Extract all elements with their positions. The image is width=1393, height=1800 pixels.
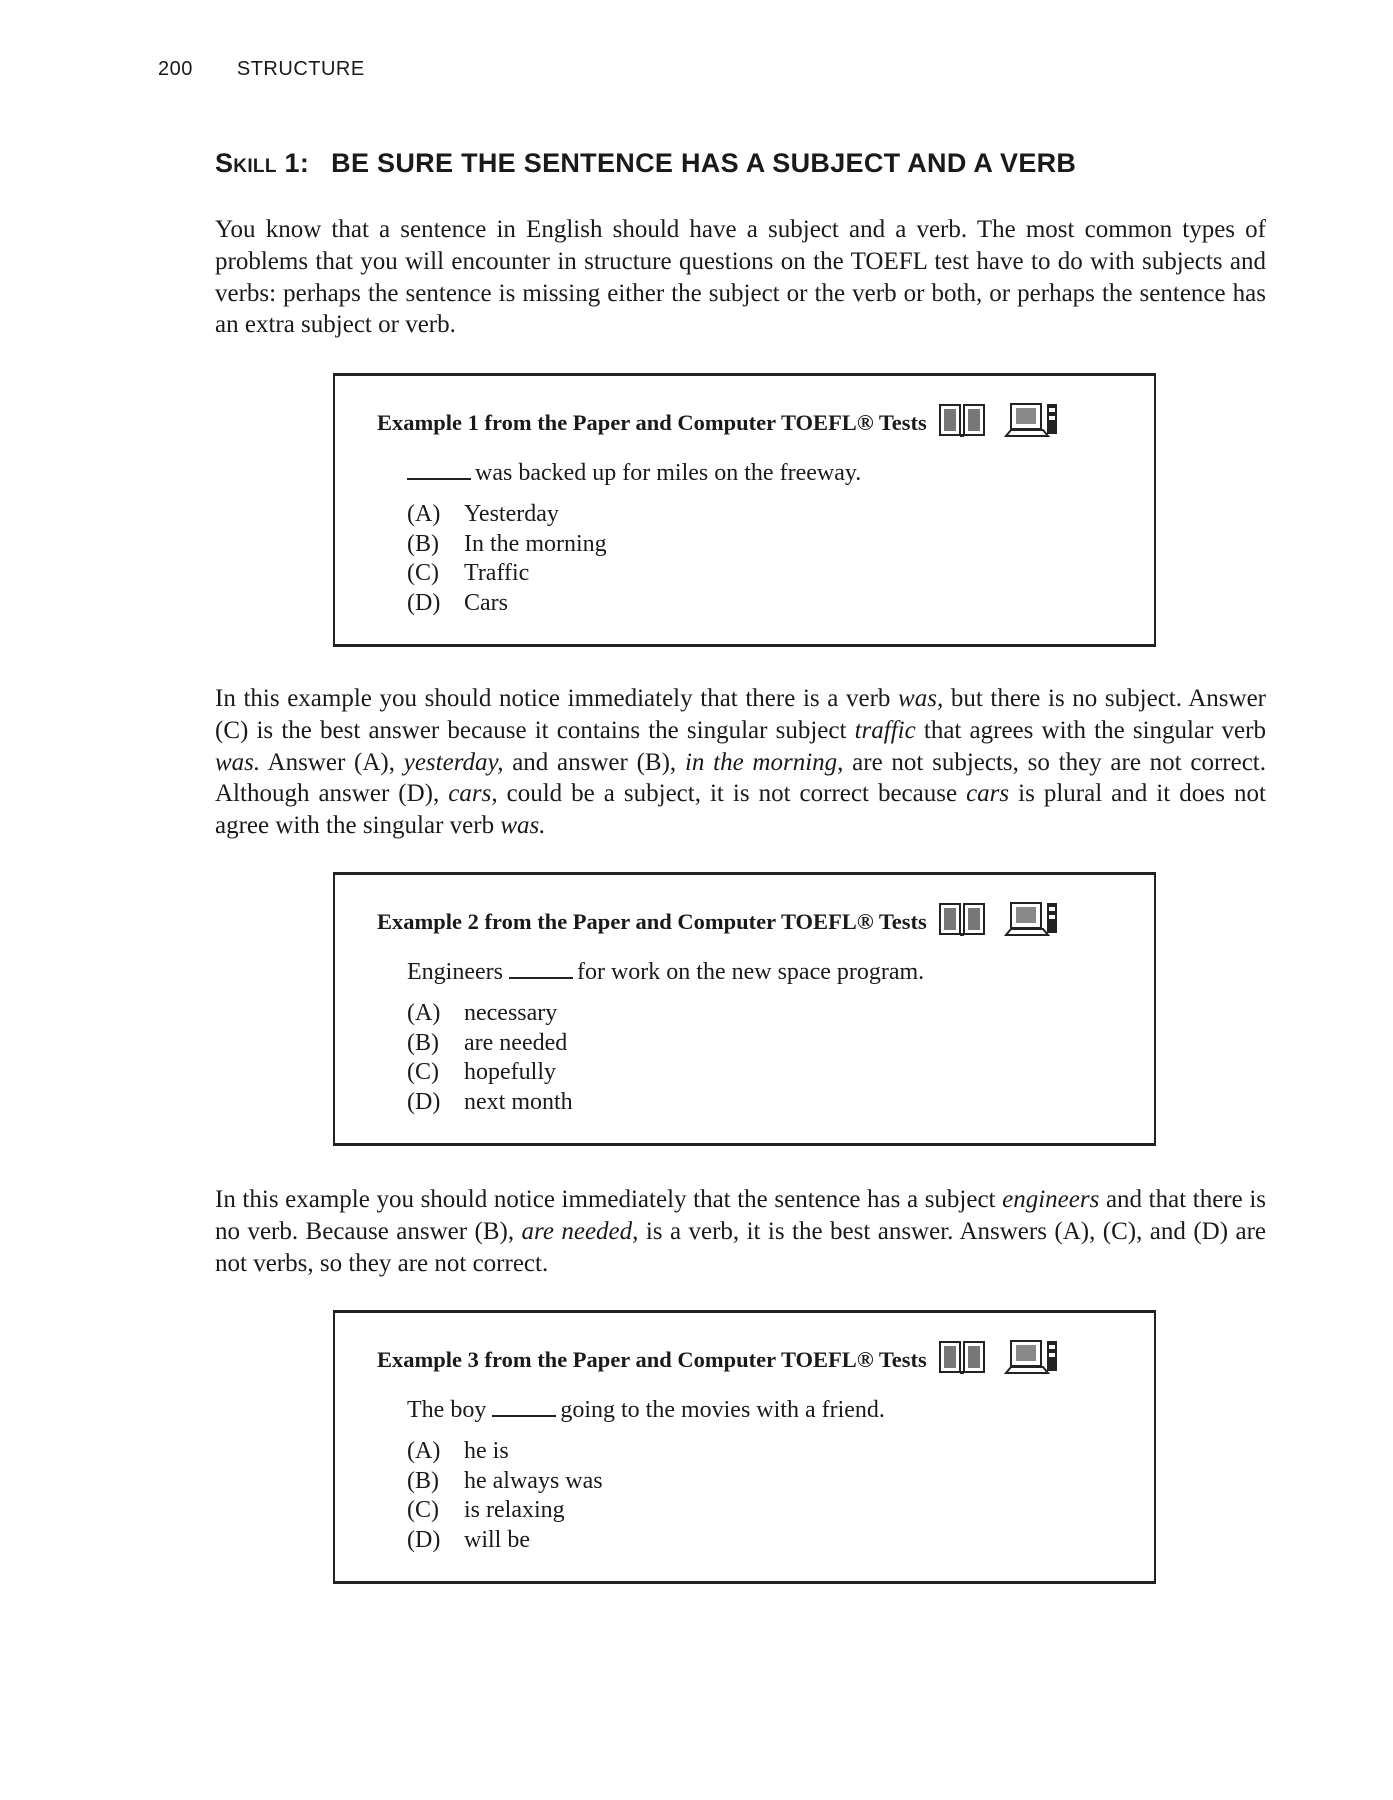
- skill-title: BE SURE THE SENTENCE HAS A SUBJECT AND A VERB: [331, 148, 1077, 178]
- page-number: 200: [158, 58, 193, 80]
- example-title: Example 2 from the Paper and Computer TOEFL® Tests: [377, 901, 1059, 943]
- options-list: [407, 999, 573, 1117]
- option-item: (D) Cars: [407, 589, 508, 616]
- example-box-2: [333, 872, 1156, 1146]
- book-icon: [939, 402, 985, 444]
- computer-icon: [1003, 901, 1059, 943]
- option-item: (A) Yesterday: [407, 501, 559, 527]
- example-title: Example 3 from the Paper and Computer TOEFL® Tests: [377, 1339, 1059, 1381]
- answer-blank: [509, 977, 573, 979]
- question-stem: Engineers for work on the new space program.: [407, 959, 925, 985]
- option-item: (A) necessary: [407, 1000, 558, 1026]
- example-title: Example 1 from the Paper and Computer TOEFL® Tests: [377, 402, 1059, 444]
- option-item: (B) are needed: [407, 1029, 568, 1056]
- skill-heading: [215, 148, 1076, 179]
- option-item: (B) In the morning: [407, 530, 607, 557]
- skill-label: Skill 1:: [215, 148, 310, 178]
- option-item: (D) next month: [407, 1088, 573, 1115]
- computer-icon: [1003, 402, 1059, 444]
- explanation-1: In this example you should notice immediately that there is a verb was, but there is no subject. Answer (C) is the best answer because it contains the singular subject traffic that agrees with the singular verb was. Answer (A), yesterday, and answer (B), in the morning, are not subjects, so they are not correct. Although answer (D), cars, could be a subject, it is not correct because cars is plural and it does not agree with the singular verb was.: [215, 685, 1267, 840]
- book-icon: [939, 1339, 985, 1381]
- question-stem: was backed up for miles on the freeway.: [407, 460, 861, 487]
- option-item: (C) Traffic: [407, 560, 530, 587]
- computer-icon: [1003, 1339, 1059, 1381]
- option-item: (C) hopefully: [407, 1059, 556, 1086]
- book-icon: [939, 901, 985, 943]
- options-list: [407, 500, 607, 618]
- option-item: (A) he is: [407, 1438, 509, 1464]
- answer-blank: [407, 478, 471, 480]
- example-box-1: [333, 373, 1156, 647]
- intro-paragraph: You know that a sentence in English should have a subject and a verb. The most common types of problems that you will encounter in structure questions on the TOEFL test have to do with subjects and verbs: perhaps the sentence is missing either the subject or the verb or both, or perhaps the sentence has an extra subject or verb.: [215, 216, 1266, 339]
- option-item: (D) will be: [407, 1526, 530, 1553]
- options-list: [407, 1437, 603, 1555]
- question-stem: The boy going to the movies with a friend.: [407, 1397, 885, 1423]
- section-name: STRUCTURE: [236, 58, 365, 80]
- answer-blank: [492, 1415, 556, 1417]
- explanation-2: In this example you should notice immediately that the sentence has a subject engineers and that there is no verb. Because answer (B), are needed, is a verb, it is the best answer. Answers (A), (C), and (D) are not verbs, so they are not correct.: [215, 1186, 1266, 1277]
- running-header: [158, 58, 409, 81]
- option-item: (B) he always was: [407, 1467, 603, 1494]
- option-item: (C) is relaxing: [407, 1497, 565, 1524]
- example-box-3: [333, 1310, 1156, 1584]
